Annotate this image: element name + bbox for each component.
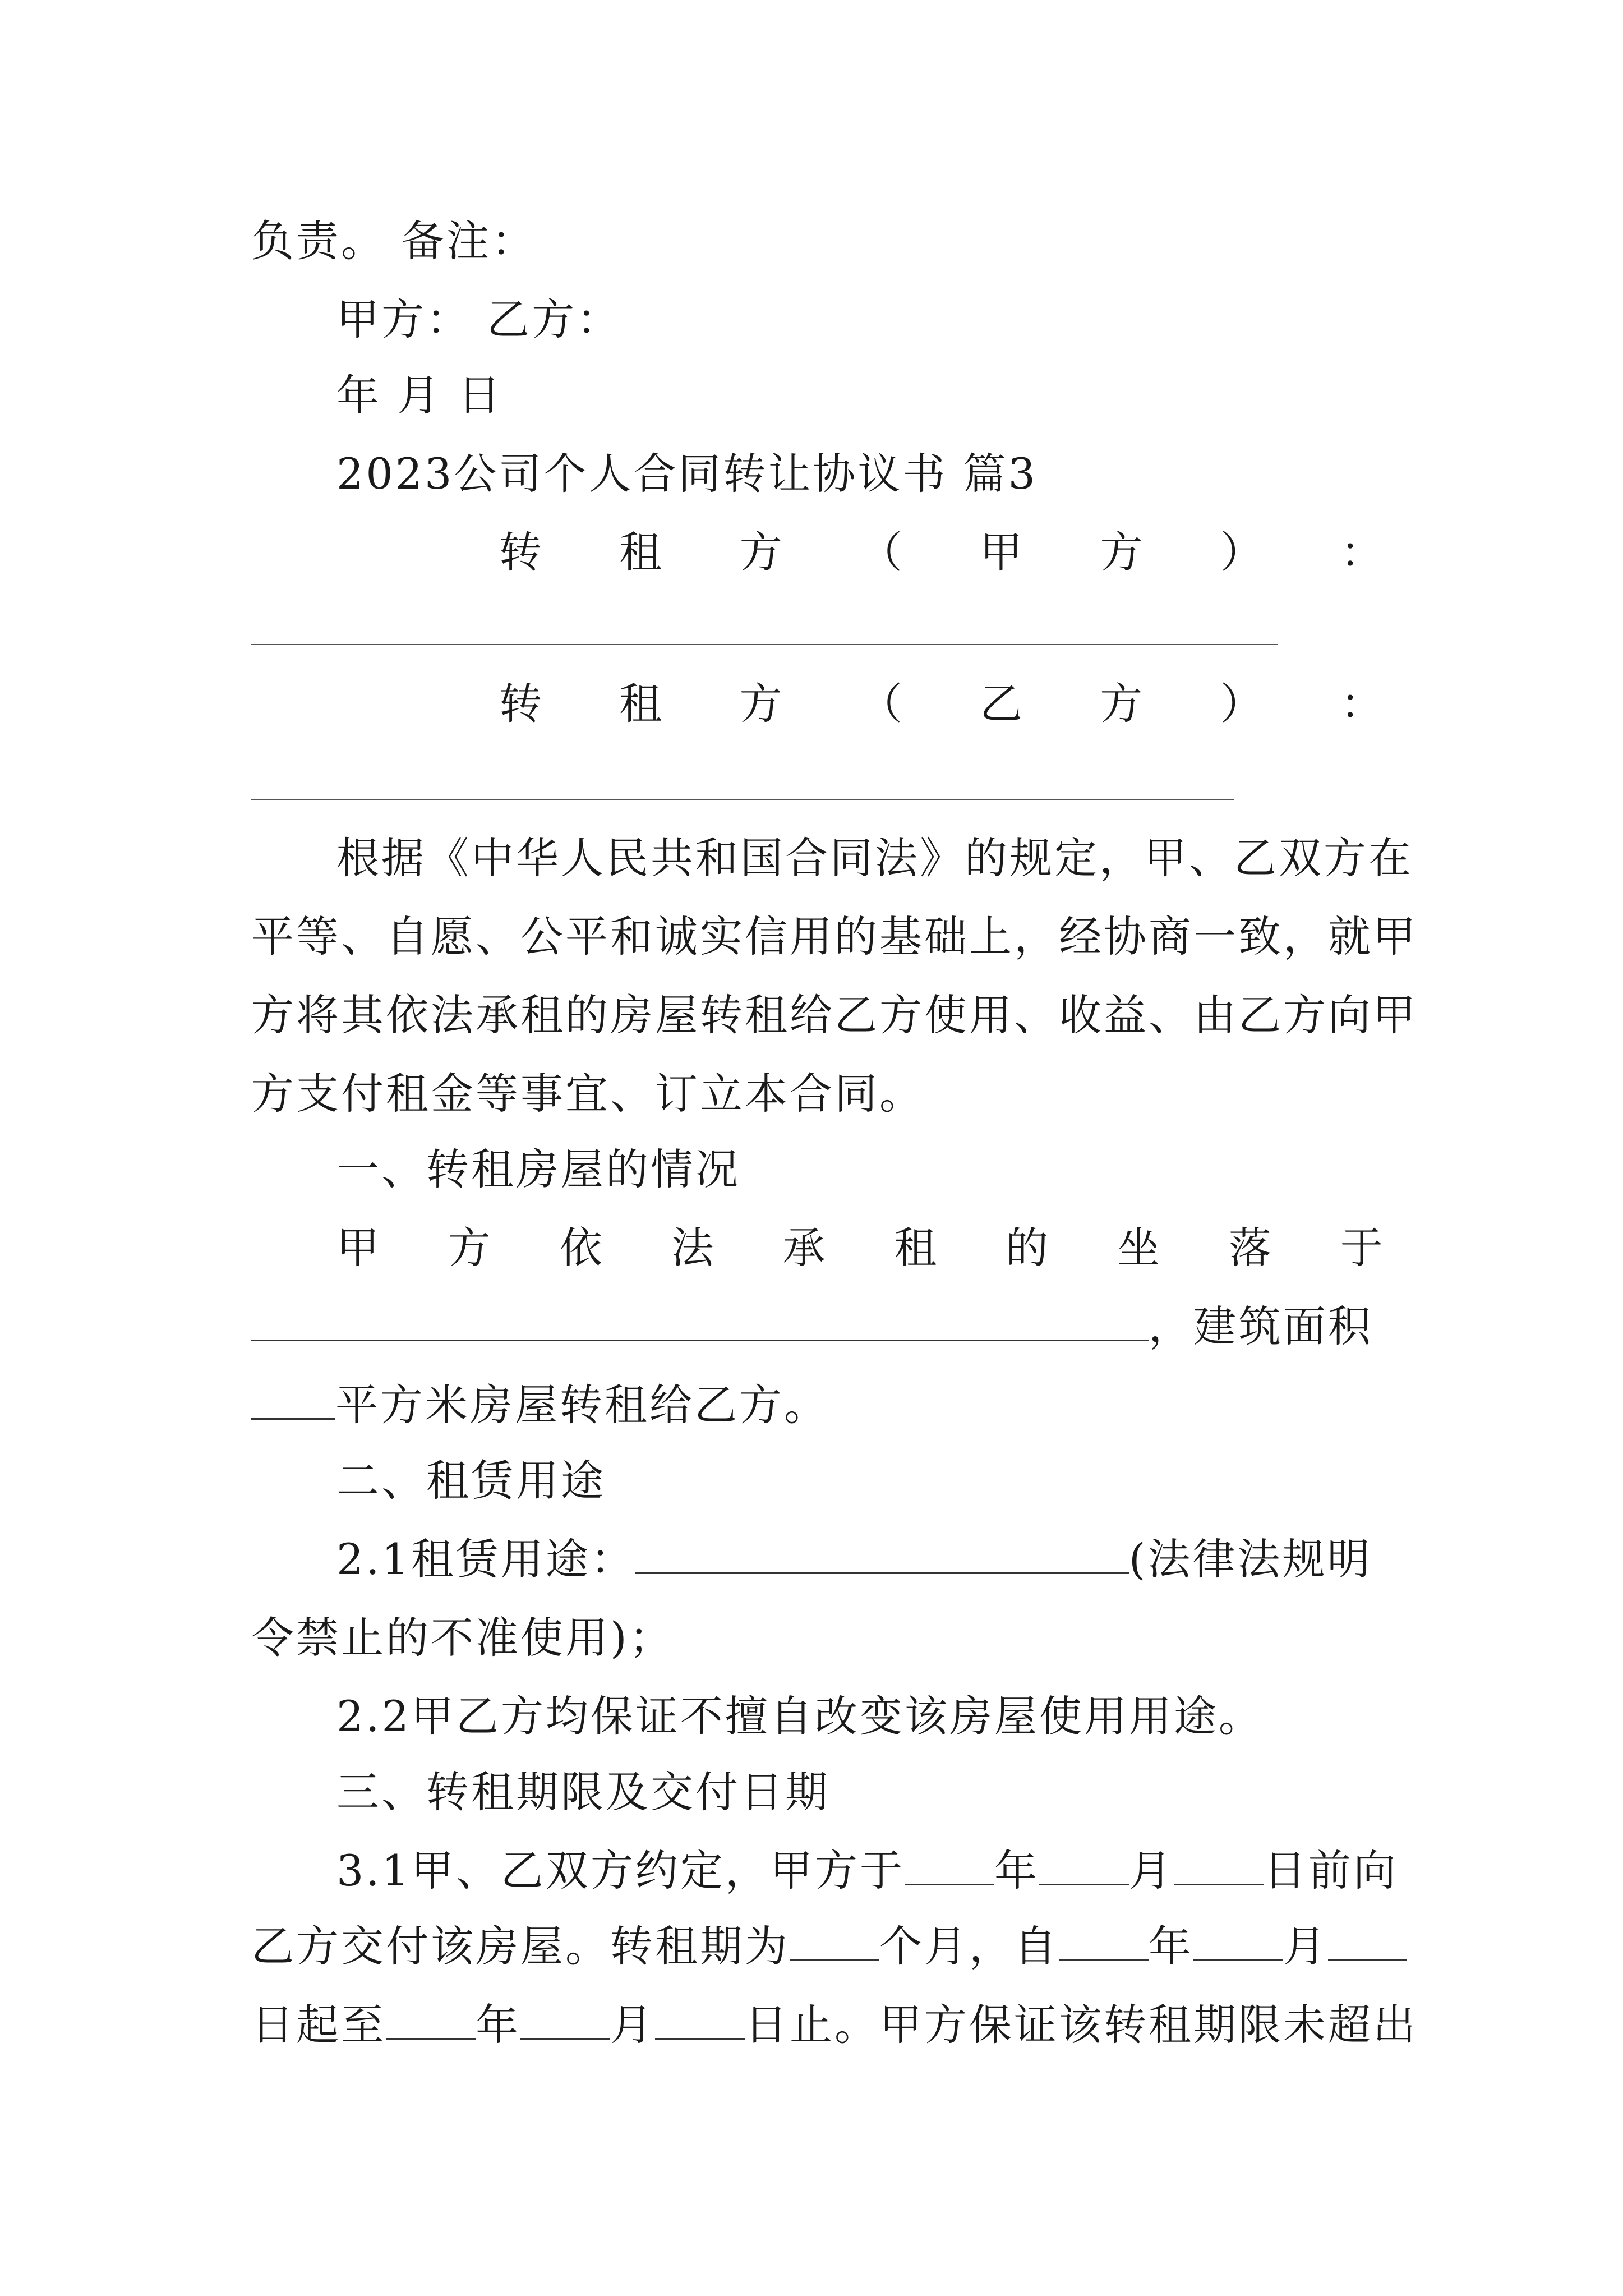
text-line: 负责。 备注： bbox=[251, 216, 537, 266]
clause-line: 令禁止的不准使用)； bbox=[251, 1613, 674, 1663]
year-blank[interactable] bbox=[1059, 1920, 1149, 1961]
clause-line: 乙方交付该房屋。转租期为 个月，自 年 月 bbox=[251, 1918, 1407, 1975]
section-heading: 三、转租期限及交付日期 bbox=[336, 1767, 830, 1817]
area-blank[interactable] bbox=[251, 1379, 335, 1420]
months-blank[interactable] bbox=[790, 1920, 879, 1961]
section-heading: 一、转租房屋的情况 bbox=[336, 1144, 740, 1194]
year-blank[interactable] bbox=[386, 1999, 476, 2040]
party-b-fill-line bbox=[251, 799, 1234, 800]
location-fill-line: ，建筑面积 bbox=[251, 1299, 1373, 1355]
paragraph-line: 平等、自愿、公平和诚实信用的基础上，经协商一致，就甲 bbox=[251, 912, 1418, 961]
clause-line: 日起至 年 月 日止。甲方保证该转租期限未超出 bbox=[251, 2000, 1418, 2050]
section-heading: 二、租赁用途 bbox=[336, 1456, 606, 1506]
usage-blank[interactable] bbox=[635, 1533, 1129, 1574]
date-line: 年 月 日 bbox=[336, 370, 503, 420]
paragraph-line: 根据《中华人民共和国合同法》的规定，甲、乙双方在 bbox=[336, 833, 1413, 883]
location-line: 甲 方 依 法 承 租 的 坐 落 于 bbox=[336, 1223, 1383, 1273]
month-blank[interactable] bbox=[1193, 1920, 1283, 1961]
year-blank[interactable] bbox=[905, 1844, 994, 1885]
section-title: 2023公司个人合同转让协议书 篇3 bbox=[336, 449, 1038, 499]
area-line: 平方米房屋转租给乙方。 bbox=[251, 1377, 829, 1433]
day-blank[interactable] bbox=[1328, 1920, 1407, 1961]
party-b-label: 转 租 方 （ 乙 方 ） ： bbox=[499, 679, 1383, 729]
location-blank[interactable] bbox=[251, 1300, 1149, 1341]
paragraph-line: 方将其依法承租的房屋转租给乙方使用、收益、由乙方向甲 bbox=[251, 990, 1418, 1040]
day-blank[interactable] bbox=[1174, 1844, 1264, 1885]
clause-line: 3.1甲、乙双方约定，甲方于 年 月 日前向 bbox=[336, 1846, 1398, 1895]
paragraph-line: 方支付租金等事宜、订立本合同。 bbox=[251, 1069, 924, 1119]
clause-line: 2.2甲乙方均保证不擅自改变该房屋使用用途。 bbox=[336, 1691, 1264, 1741]
party-a-label: 转 租 方 （ 甲 方 ） ： bbox=[499, 527, 1383, 577]
clause-line: 2.1租赁用途： (法律法规明 bbox=[336, 1534, 1372, 1584]
day-blank[interactable] bbox=[655, 1999, 745, 2040]
month-blank[interactable] bbox=[520, 1999, 610, 2040]
month-blank[interactable] bbox=[1039, 1844, 1129, 1885]
signature-line: 甲方： 乙方： bbox=[336, 295, 622, 344]
party-a-fill-line bbox=[251, 644, 1278, 645]
